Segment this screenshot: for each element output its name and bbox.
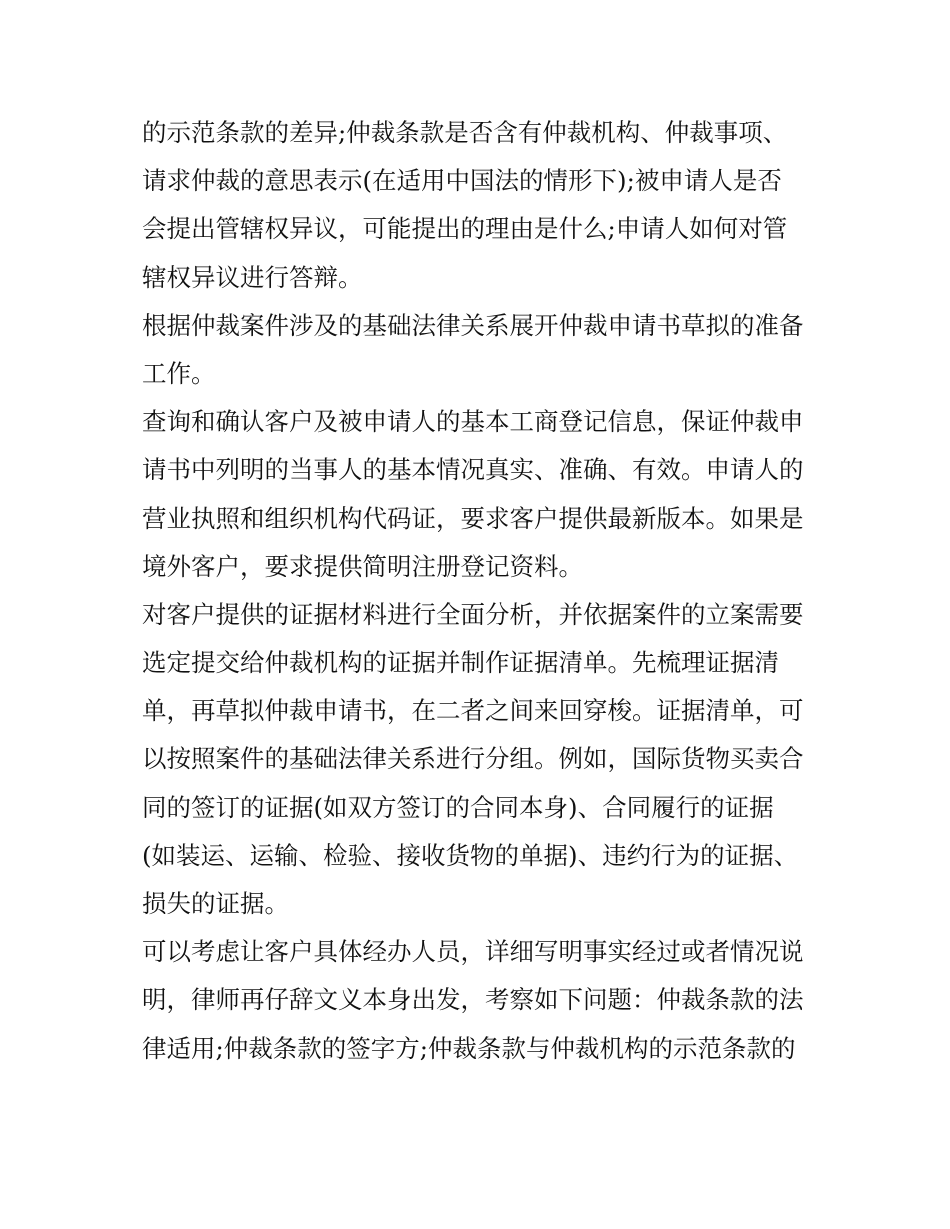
text-line: 工作。 [142,358,216,388]
text-line: 境外客户，要求提供简明注册登记资料。 [142,551,583,581]
text-line: 单，再草拟仲裁申请书，在二者之间来回穿梭。证据清单，可 [142,696,804,726]
text-line: 营业执照和组织机构代码证，要求客户提供最新版本。如果是 [142,503,804,533]
text-line: 可以考虑让客户具体经办人员，详细写明事实经过或者情况说 [142,937,804,967]
text-line: 律适用;仲裁条款的签字方;仲裁条款与仲裁机构的示范条款的 [142,1033,796,1063]
text-line: 根据仲裁案件涉及的基础法律关系展开仲裁申请书草拟的准备 [142,310,804,340]
text-line: 的示范条款的差异;仲裁条款是否含有仲裁机构、仲裁事项、 [142,118,788,147]
text-line: 请书中列明的当事人的基本情况真实、准确、有效。申请人的 [142,455,804,485]
text-line: 同的签订的证据(如双方签订的合同本身)、合同履行的证据 [142,792,774,822]
text-line: 会提出管辖权异议，可能提出的理由是什么;申请人如何对管 [142,214,788,244]
text-line: 查询和确认客户及被申请人的基本工商登记信息，保证仲裁申 [142,407,804,437]
text-line: 损失的证据。 [142,889,289,918]
document-body [142,109,814,1073]
text-line: 请求仲裁的意思表示(在适用中国法的情形下);被申请人是否 [142,166,782,196]
text-line: 对客户提供的证据材料进行全面分析，并依据案件的立案需要 [142,599,804,629]
text-line: 选定提交给仲裁机构的证据并制作证据清单。先梳理证据清 [142,648,779,678]
text-line: 明，律师再仔辞文义本身出发，考察如下问题：仲裁条款的法 [142,985,804,1015]
text-line: 辖权异议进行答辩。 [142,262,363,292]
text-line: (如装运、运输、检验、接收货物的单据)、违约行为的证据、 [142,840,799,870]
text-line: 以按照案件的基础法律关系进行分组。例如，国际货物买卖合 [142,744,804,774]
